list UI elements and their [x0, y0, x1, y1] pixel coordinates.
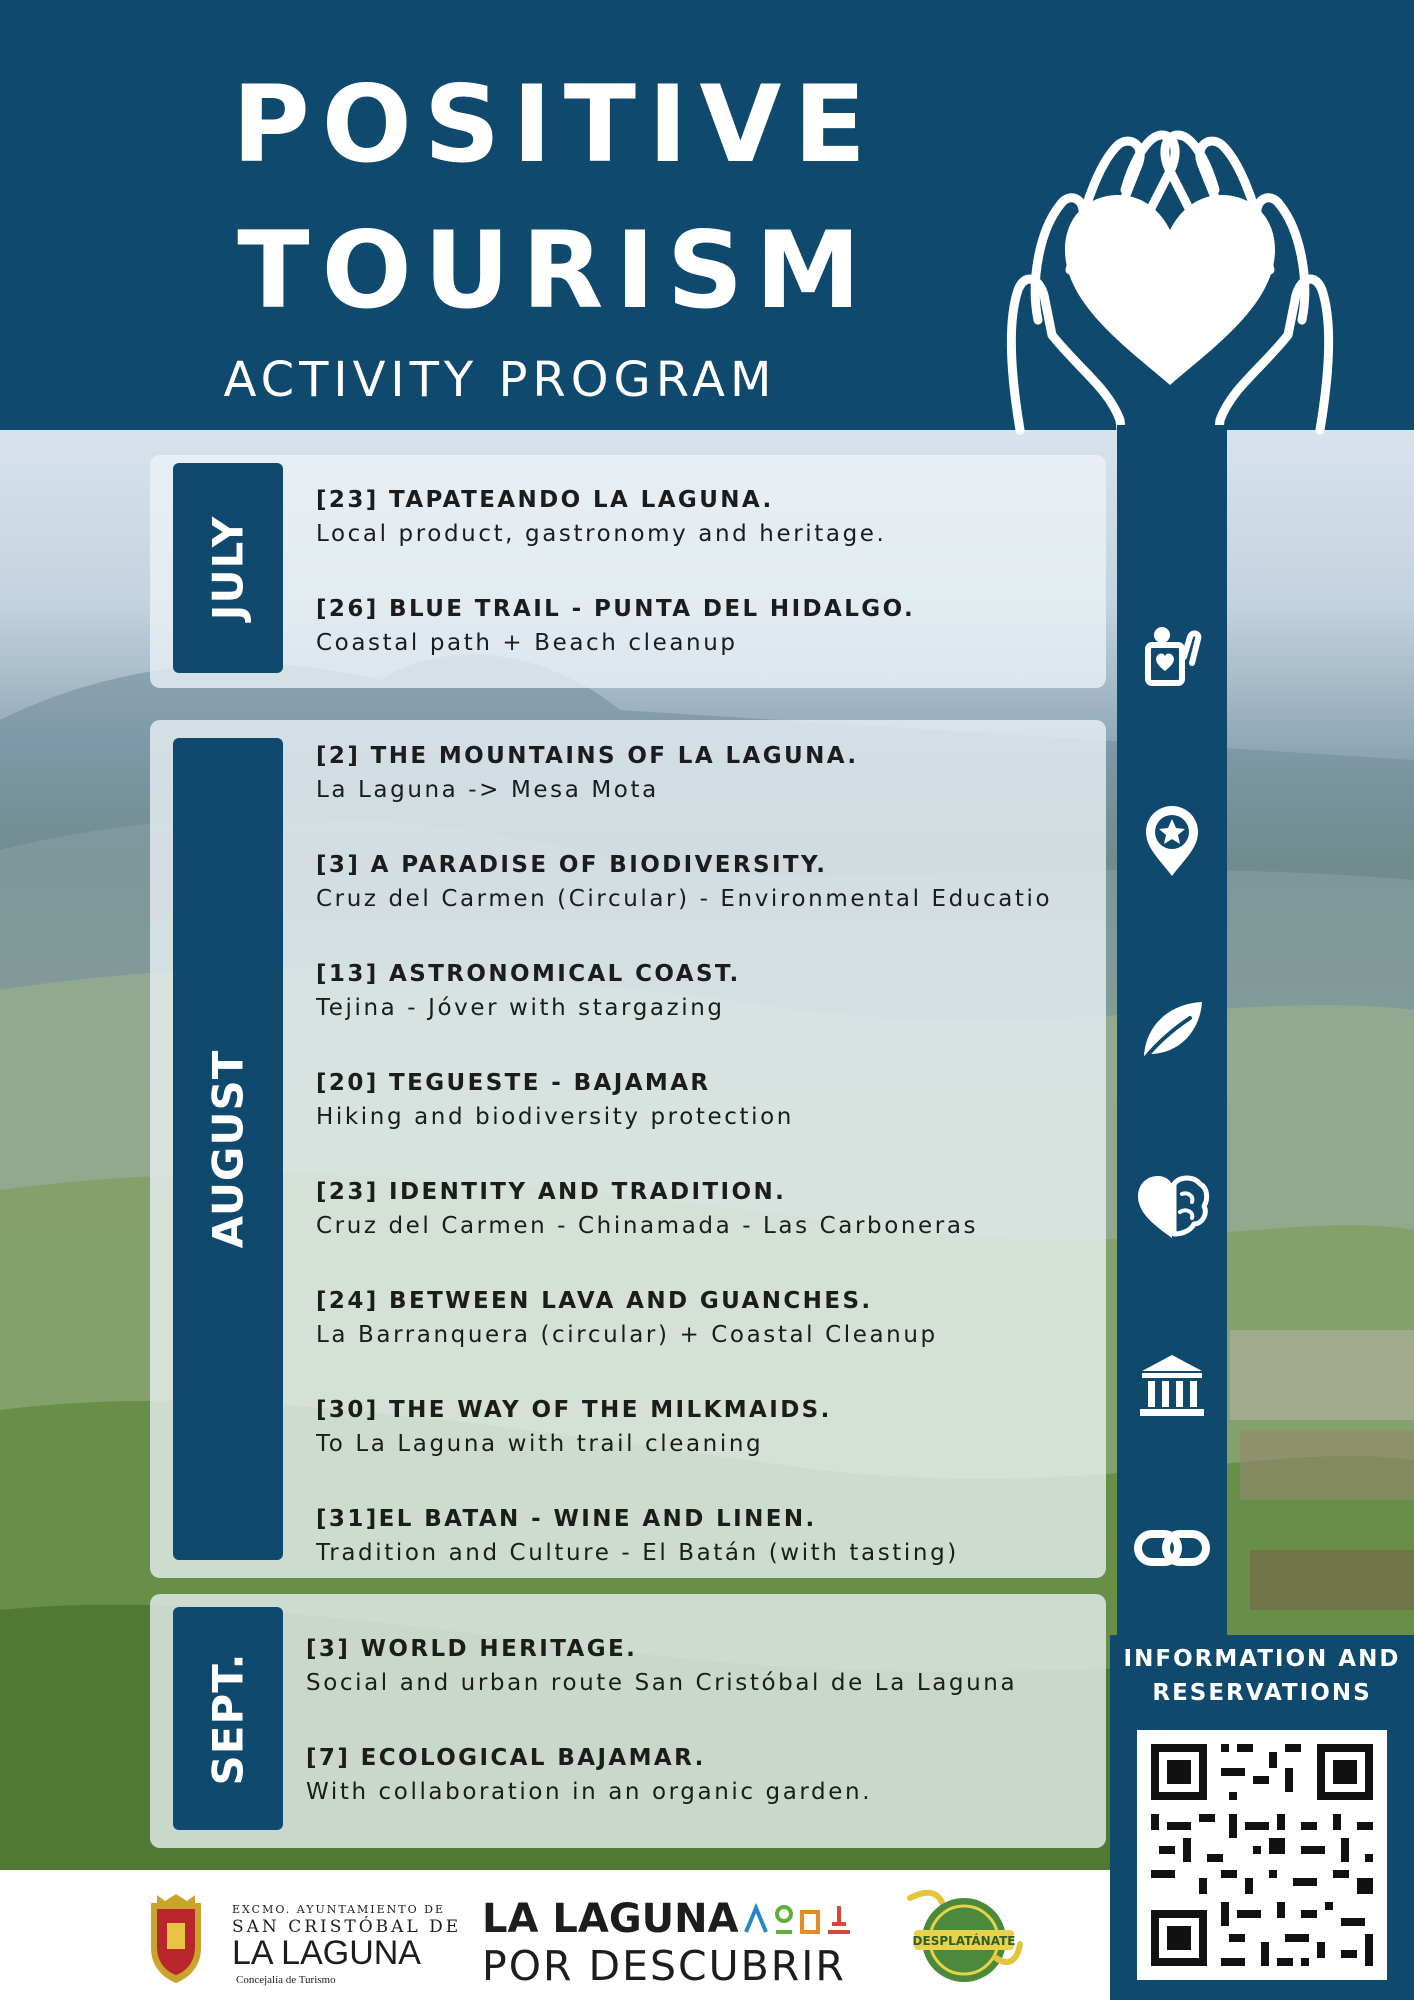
qr-code-icon[interactable]: [1137, 1730, 1387, 1980]
seal-text: DESPLATÁNATE: [912, 1934, 1016, 1948]
info-label-line1: INFORMATION AND: [1123, 1646, 1401, 1672]
event-item: [316, 850, 1166, 918]
event-title: [23] TAPATEANDO LA LAGUNA.: [316, 487, 774, 513]
event-item: [316, 1395, 1166, 1463]
hands-holding-heart-icon: [990, 120, 1350, 440]
desplatanate-seal-icon: [900, 1888, 1030, 1988]
event-title: [31]EL BATAN - WINE AND LINEN.: [316, 1506, 817, 1532]
event-title: [13] ASTRONOMICAL COAST.: [316, 961, 741, 987]
event-description: Tradition and Culture - El Batán (with tasting): [316, 1540, 959, 1566]
event-description: Hiking and biodiversity protection: [316, 1104, 794, 1130]
event-item: [316, 1068, 1166, 1136]
event-description: Tejina - Jóver with stargazing: [316, 995, 725, 1021]
coat-of-arms-icon: [145, 1893, 207, 1985]
event-item: [316, 741, 1166, 809]
event-description: Coastal path + Beach cleanup: [316, 630, 738, 656]
event-description: To La Laguna with trail cleaning: [316, 1431, 764, 1457]
brand-line2: POR DESCUBRIR: [482, 1942, 846, 1990]
ayuntamiento-department: Concejalía de Turismo: [236, 1974, 336, 1986]
month-label-july: JULY: [173, 463, 283, 673]
event-item: [316, 1504, 1166, 1572]
event-title: [23] IDENTITY AND TRADITION.: [316, 1179, 787, 1205]
month-label-september: SEPT.: [173, 1607, 283, 1830]
event-item: [316, 485, 1166, 553]
event-description: La Laguna -> Mesa Mota: [316, 777, 659, 803]
brand-symbols-icon: [742, 1902, 854, 1938]
event-item: [316, 1177, 1166, 1245]
event-title: [20] TEGUESTE - BAJAMAR: [316, 1070, 711, 1096]
event-description: La Barranquera (circular) + Coastal Cleanup: [316, 1322, 938, 1348]
event-title: [3] WORLD HERITAGE.: [306, 1636, 638, 1662]
event-item: [316, 594, 1166, 662]
brand-line1: LA LAGUNA: [482, 1896, 739, 1942]
event-item: [306, 1634, 1156, 1702]
event-item: [316, 1286, 1166, 1354]
page-title-line1: POSITIVE: [232, 63, 878, 186]
ayuntamiento-name: LA LAGUNA: [232, 1934, 421, 1972]
event-description: Cruz del Carmen - Chinamada - Las Carboneras: [316, 1213, 979, 1239]
event-description: Social and urban route San Cristóbal de La Laguna: [306, 1670, 1018, 1696]
event-description: Cruz del Carmen (Circular) - Environmental Educatio: [316, 886, 1053, 912]
event-item: [316, 959, 1166, 1027]
ayuntamiento-label: EXCMO. AYUNTAMIENTO DE: [232, 1903, 446, 1916]
month-label-august: AUGUST: [173, 738, 283, 1560]
event-title: [3] A PARADISE OF BIODIVERSITY.: [316, 852, 828, 878]
event-description: Local product, gastronomy and heritage.: [316, 521, 887, 547]
event-title: [2] THE MOUNTAINS OF LA LAGUNA.: [316, 743, 859, 769]
event-title: [7] ECOLOGICAL BAJAMAR.: [306, 1745, 706, 1771]
event-title: [24] BETWEEN LAVA AND GUANCHES.: [316, 1288, 873, 1314]
page-title-line2: TOURISM: [237, 209, 873, 332]
info-label-line2: RESERVATIONS: [1152, 1680, 1372, 1706]
event-item: [306, 1743, 1156, 1811]
ayuntamiento-city: SAN CRISTÓBAL DE: [232, 1917, 462, 1937]
event-title: [26] BLUE TRAIL - PUNTA DEL HIDALGO.: [316, 596, 916, 622]
page-subtitle: ACTIVITY PROGRAM: [223, 352, 777, 408]
event-title: [30] THE WAY OF THE MILKMAIDS.: [316, 1397, 832, 1423]
event-description: With collaboration in an organic garden.: [306, 1779, 873, 1805]
